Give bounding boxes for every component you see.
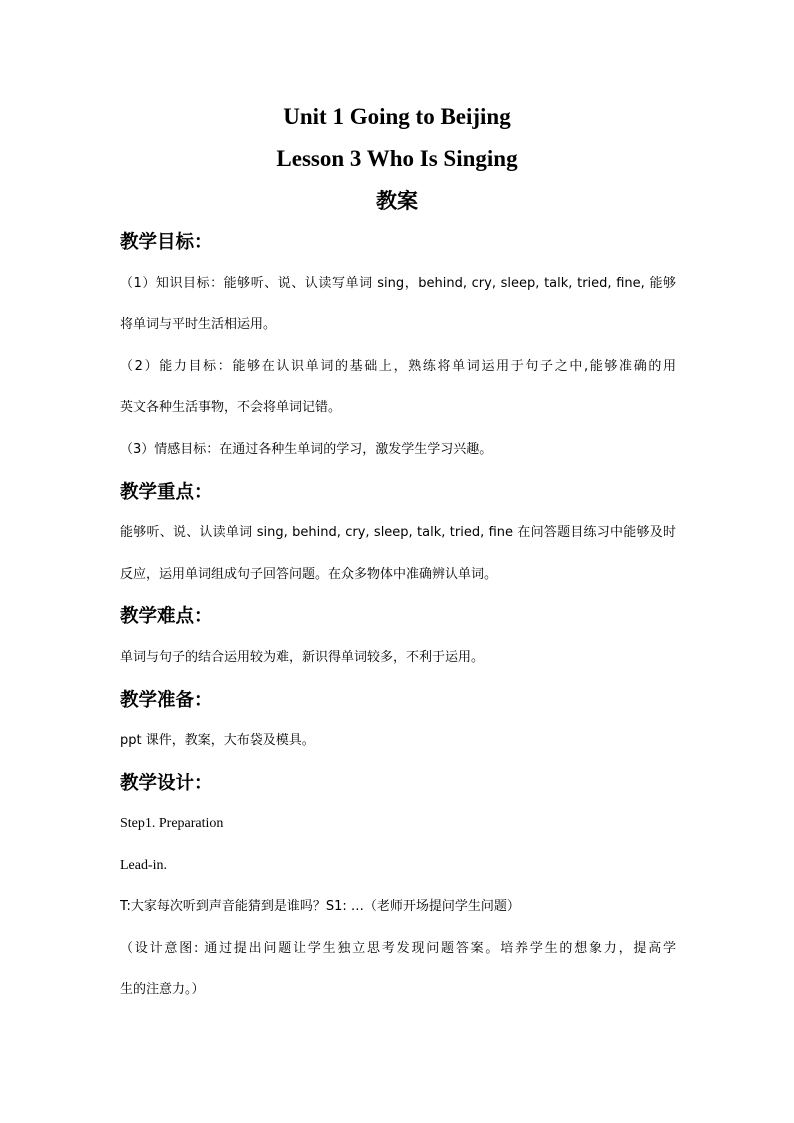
objectives-line-2: 将单词与平时生活相运用。 (120, 317, 277, 332)
design-dialogue-line: T:大家每次听到声音能猜到是谁吗？S1: …（老师开场提问学生问题） (120, 899, 520, 914)
document-title-type: 教案 (376, 189, 418, 213)
key-points-line-1: 能够听、说、认读单词 sing, behind, cry, sleep, talk, tried, fine 在问答题目练习中能够及时 (120, 525, 676, 540)
document-title-lesson: Lesson 3 Who Is Singing (276, 146, 518, 171)
design-step-label: Step1. Preparation (120, 816, 224, 831)
document-title-unit: Unit 1 Going to Beijing (283, 104, 511, 129)
difficulties-line-1: 单词与句子的结合运用较为难，新识得单词较多，不利于运用。 (120, 650, 485, 665)
objectives-line-4: 英文各种生活事物，不会将单词记错。 (120, 400, 342, 415)
design-intent-line-1: （设计意图: 通过提出问题让学生独立思考发现问题答案。培养学生的想象力，提高学 (120, 941, 676, 956)
design-lead-in: Lead-in. (120, 858, 168, 873)
preparation-line-1: ppt 课件，教案，大布袋及模具。 (120, 733, 315, 748)
objectives-line-3: （2）能力目标：能够在认识单词的基础上，熟练将单词运用于句子之中,能够准确的用 (120, 359, 676, 374)
objectives-line-1: （1）知识目标：能够听、说、认读写单词 sing，behind, cry, sleep, talk, tried, fine, 能够 (120, 276, 676, 291)
section-heading-key-points: 教学重点： (120, 482, 213, 503)
design-intent-line-2: 生的注意力。） (120, 982, 205, 997)
section-heading-difficulties: 教学难点： (120, 606, 213, 627)
key-points-line-2: 反应，运用单词组成句子回答问题。在众多物体中准确辨认单词。 (120, 567, 498, 582)
section-heading-preparation: 教学准备： (120, 690, 213, 711)
objectives-line-5: （3）情感目标：在通过各种生单词的学习，激发学生学习兴趣。 (120, 442, 493, 457)
section-heading-design: 教学设计： (120, 773, 213, 794)
section-heading-objectives: 教学目标： (120, 232, 213, 253)
